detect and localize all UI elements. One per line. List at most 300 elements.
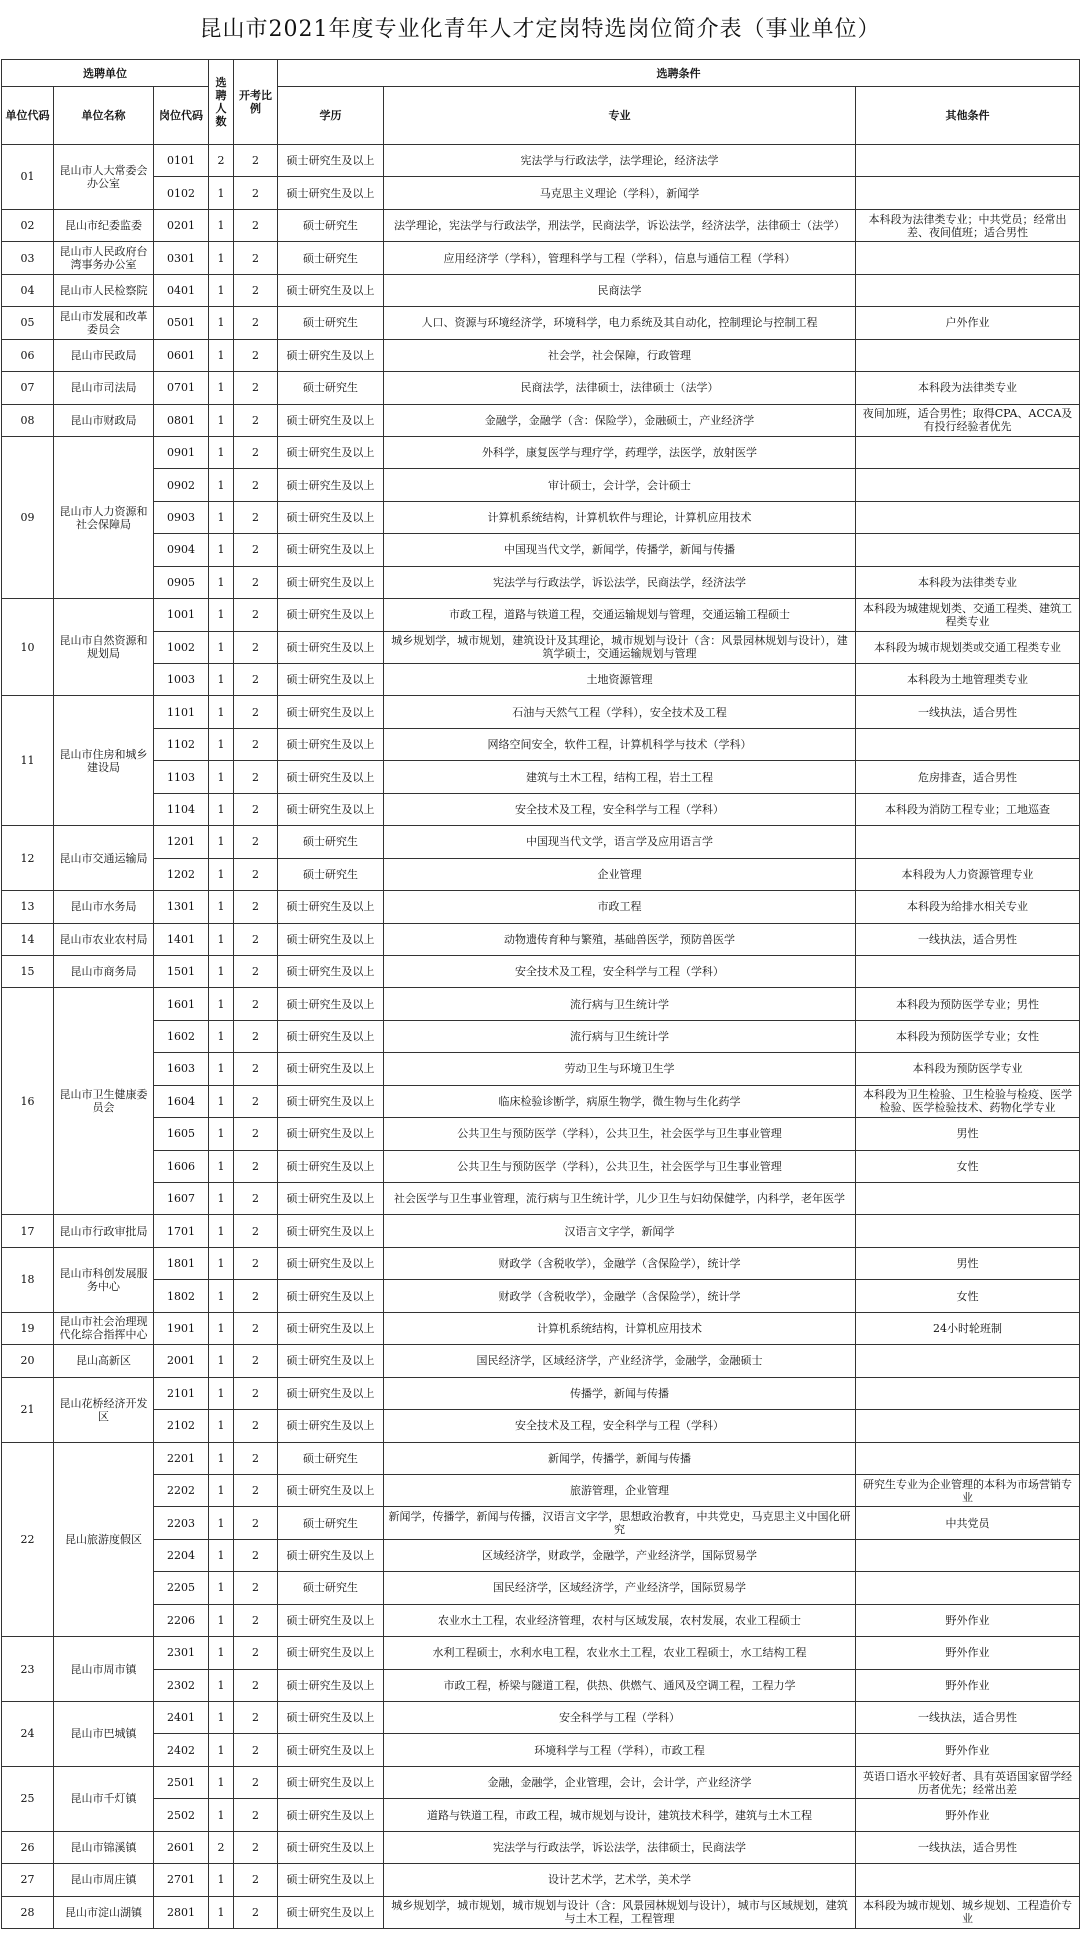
- other-conditions-cell: 一线执法，适合男性: [856, 696, 1080, 728]
- table-row: [2, 372, 1080, 404]
- unit-name-cell: 昆山市千灯镇: [54, 1766, 154, 1831]
- count-cell: 1: [209, 1280, 234, 1312]
- other-conditions-cell: 研究生专业为企业管理的本科为市场营销专业: [856, 1474, 1080, 1506]
- count-cell: 1: [209, 1896, 234, 1928]
- post-code-cell: 1102: [154, 728, 209, 760]
- major-cell: 环境科学与工程（学科），市政工程: [384, 1734, 856, 1766]
- ratio-cell: 2: [234, 1247, 278, 1279]
- education-cell: 硕士研究生及以上: [278, 404, 384, 436]
- major-cell: 农业水土工程，农业经济管理，农村与区域发展，农村发展，农业工程硕士: [384, 1604, 856, 1636]
- table-row: [2, 1150, 1080, 1182]
- major-cell: 中国现当代文学，新闻学，传播学，新闻与传播: [384, 534, 856, 566]
- unit-name-cell: 昆山市自然资源和规划局: [54, 599, 154, 696]
- ratio-cell: 2: [234, 1118, 278, 1150]
- count-cell: 1: [209, 436, 234, 468]
- ratio-cell: 2: [234, 826, 278, 858]
- count-cell: 1: [209, 1377, 234, 1409]
- major-cell: 动物遗传育种与繁殖，基础兽医学，预防兽医学: [384, 923, 856, 955]
- ratio-cell: 2: [234, 955, 278, 987]
- table-row: [2, 1442, 1080, 1474]
- count-cell: 1: [209, 728, 234, 760]
- count-cell: 2: [209, 145, 234, 177]
- header-row-group: [2, 60, 1080, 87]
- unit-name-cell: 昆山市周市镇: [54, 1637, 154, 1702]
- ratio-cell: 2: [234, 1604, 278, 1636]
- page-title: 昆山市2021年度专业化青年人才定岗特选岗位简介表（事业单位）: [199, 17, 881, 42]
- other-conditions-cell: 英语口语水平较好者、具有英语国家留学经历者优先；经常出差: [856, 1766, 1080, 1798]
- other-conditions-cell: 24小时轮班制: [856, 1312, 1080, 1344]
- unit-code-cell: 22: [2, 1442, 54, 1637]
- education-cell: 硕士研究生及以上: [278, 631, 384, 663]
- other-conditions-cell: 危房排查，适合男性: [856, 761, 1080, 793]
- ratio-cell: 2: [234, 988, 278, 1020]
- major-cell: 国民经济学，区域经济学，产业经济学，国际贸易学: [384, 1572, 856, 1604]
- unit-code-cell: 13: [2, 891, 54, 923]
- table-row: [2, 566, 1080, 598]
- table-row: [2, 145, 1080, 177]
- education-cell: 硕士研究生: [278, 209, 384, 241]
- post-code-cell: 2101: [154, 1377, 209, 1409]
- header-other: 其他条件: [856, 87, 1080, 145]
- ratio-cell: 2: [234, 1702, 278, 1734]
- table-row: [2, 728, 1080, 760]
- education-cell: 硕士研究生及以上: [278, 1637, 384, 1669]
- other-conditions-cell: [856, 501, 1080, 533]
- other-conditions-cell: [856, 242, 1080, 274]
- ratio-cell: 2: [234, 1345, 278, 1377]
- table-row: [2, 891, 1080, 923]
- major-cell: 宪法学与行政法学，法学理论，经济法学: [384, 145, 856, 177]
- major-cell: 石油与天然气工程（学科），安全技术及工程: [384, 696, 856, 728]
- major-cell: 宪法学与行政法学，诉讼法学，法律硕士，民商法学: [384, 1831, 856, 1863]
- unit-code-cell: 04: [2, 274, 54, 306]
- education-cell: 硕士研究生及以上: [278, 696, 384, 728]
- education-cell: 硕士研究生及以上: [278, 1702, 384, 1734]
- other-conditions-cell: [856, 1442, 1080, 1474]
- count-cell: 1: [209, 372, 234, 404]
- ratio-cell: 2: [234, 1280, 278, 1312]
- ratio-cell: 2: [234, 599, 278, 631]
- count-cell: 1: [209, 209, 234, 241]
- header-ratio: 开考比例: [234, 60, 278, 145]
- education-cell: 硕士研究生及以上: [278, 1539, 384, 1571]
- post-code-cell: 0701: [154, 372, 209, 404]
- unit-name-cell: 昆山市人大常委会办公室: [54, 145, 154, 210]
- education-cell: 硕士研究生及以上: [278, 1053, 384, 1085]
- table-row: [2, 1702, 1080, 1734]
- major-cell: 民商法学: [384, 274, 856, 306]
- major-cell: 市政工程，桥梁与隧道工程，供热、供燃气、通风及空调工程，工程力学: [384, 1669, 856, 1701]
- count-cell: 1: [209, 858, 234, 890]
- other-conditions-cell: [856, 177, 1080, 209]
- other-conditions-cell: 本科段为预防医学专业: [856, 1053, 1080, 1085]
- unit-code-cell: 25: [2, 1766, 54, 1831]
- table-row: [2, 1183, 1080, 1215]
- unit-name-cell: 昆山市发展和改革委员会: [54, 307, 154, 339]
- other-conditions-cell: [856, 728, 1080, 760]
- header-conditions: 选聘条件: [278, 60, 1080, 87]
- post-code-cell: 2203: [154, 1507, 209, 1539]
- post-code-cell: 1604: [154, 1085, 209, 1117]
- count-cell: 1: [209, 1118, 234, 1150]
- unit-name-cell: 昆山花桥经济开发区: [54, 1377, 154, 1442]
- major-cell: 安全技术及工程，安全科学与工程（学科）: [384, 793, 856, 825]
- other-conditions-cell: 户外作业: [856, 307, 1080, 339]
- other-conditions-cell: 本科段为土地管理类专业: [856, 664, 1080, 696]
- table-row: [2, 1118, 1080, 1150]
- major-cell: 城乡规划学，城市规划，城市规划与设计（含：风景园林规划与设计），城市与区域规划，建筑与土木工程，工程管理: [384, 1896, 856, 1928]
- ratio-cell: 2: [234, 1312, 278, 1344]
- other-conditions-cell: [856, 1572, 1080, 1604]
- unit-code-cell: 01: [2, 145, 54, 210]
- table-row: [2, 1799, 1080, 1831]
- ratio-cell: 2: [234, 664, 278, 696]
- other-conditions-cell: 野外作业: [856, 1669, 1080, 1701]
- table-row: [2, 1896, 1080, 1928]
- other-conditions-cell: 女性: [856, 1150, 1080, 1182]
- count-cell: 1: [209, 1637, 234, 1669]
- major-cell: 财政学（含税收学），金融学（含保险学），统计学: [384, 1280, 856, 1312]
- major-cell: 人口、资源与环境经济学，环境科学，电力系统及其自动化，控制理论与控制工程: [384, 307, 856, 339]
- education-cell: 硕士研究生及以上: [278, 1864, 384, 1896]
- unit-name-cell: 昆山市民政局: [54, 339, 154, 371]
- other-conditions-cell: 野外作业: [856, 1799, 1080, 1831]
- unit-code-cell: 08: [2, 404, 54, 436]
- major-cell: 网络空间安全，软件工程，计算机科学与技术（学科）: [384, 728, 856, 760]
- other-conditions-cell: 本科段为预防医学专业；男性: [856, 988, 1080, 1020]
- post-code-cell: 2301: [154, 1637, 209, 1669]
- header-recruiting-unit: 选聘单位: [2, 60, 209, 87]
- major-cell: 旅游管理，企业管理: [384, 1474, 856, 1506]
- other-conditions-cell: 夜间加班，适合男性；取得CPA、ACCA及有投行经验者优先: [856, 404, 1080, 436]
- post-code-cell: 1301: [154, 891, 209, 923]
- unit-code-cell: 17: [2, 1215, 54, 1247]
- table-row: [2, 1604, 1080, 1636]
- education-cell: 硕士研究生及以上: [278, 1150, 384, 1182]
- ratio-cell: 2: [234, 1669, 278, 1701]
- header-major: 专业: [384, 87, 856, 145]
- count-cell: 1: [209, 664, 234, 696]
- other-conditions-cell: 男性: [856, 1118, 1080, 1150]
- unit-code-cell: 10: [2, 599, 54, 696]
- major-cell: 应用经济学（学科），管理科学与工程（学科），信息与通信工程（学科）: [384, 242, 856, 274]
- table-row: [2, 534, 1080, 566]
- other-conditions-cell: [856, 339, 1080, 371]
- count-cell: 1: [209, 826, 234, 858]
- unit-name-cell: 昆山市人力资源和社会保障局: [54, 436, 154, 598]
- header-education: 学历: [278, 87, 384, 145]
- table-row: [2, 761, 1080, 793]
- count-cell: 1: [209, 1669, 234, 1701]
- education-cell: 硕士研究生及以上: [278, 1604, 384, 1636]
- other-conditions-cell: 本科段为城建规划类、交通工程类、建筑工程类专业: [856, 599, 1080, 631]
- major-cell: 审计硕士，会计学，会计硕士: [384, 469, 856, 501]
- post-code-cell: 2202: [154, 1474, 209, 1506]
- unit-name-cell: 昆山市人民检察院: [54, 274, 154, 306]
- post-code-cell: 1606: [154, 1150, 209, 1182]
- unit-code-cell: 09: [2, 436, 54, 598]
- education-cell: 硕士研究生及以上: [278, 793, 384, 825]
- post-code-cell: 0903: [154, 501, 209, 533]
- major-cell: 传播学，新闻与传播: [384, 1377, 856, 1409]
- count-cell: 1: [209, 534, 234, 566]
- unit-name-cell: 昆山市水务局: [54, 891, 154, 923]
- post-code-cell: 0102: [154, 177, 209, 209]
- post-code-cell: 2206: [154, 1604, 209, 1636]
- education-cell: 硕士研究生及以上: [278, 501, 384, 533]
- post-code-cell: 0801: [154, 404, 209, 436]
- other-conditions-cell: 野外作业: [856, 1637, 1080, 1669]
- post-code-cell: 1802: [154, 1280, 209, 1312]
- other-conditions-cell: [856, 469, 1080, 501]
- other-conditions-cell: [856, 1539, 1080, 1571]
- post-code-cell: 1801: [154, 1247, 209, 1279]
- education-cell: 硕士研究生及以上: [278, 534, 384, 566]
- education-cell: 硕士研究生: [278, 1572, 384, 1604]
- education-cell: 硕士研究生及以上: [278, 599, 384, 631]
- ratio-cell: 2: [234, 436, 278, 468]
- table-row: [2, 955, 1080, 987]
- unit-code-cell: 03: [2, 242, 54, 274]
- post-code-cell: 1001: [154, 599, 209, 631]
- count-cell: 1: [209, 177, 234, 209]
- ratio-cell: 2: [234, 1020, 278, 1052]
- education-cell: 硕士研究生: [278, 372, 384, 404]
- table-row: [2, 1539, 1080, 1571]
- other-conditions-cell: [856, 1215, 1080, 1247]
- count-cell: 1: [209, 891, 234, 923]
- unit-name-cell: 昆山市司法局: [54, 372, 154, 404]
- unit-code-cell: 05: [2, 307, 54, 339]
- count-cell: 1: [209, 1572, 234, 1604]
- education-cell: 硕士研究生及以上: [278, 436, 384, 468]
- education-cell: 硕士研究生: [278, 826, 384, 858]
- other-conditions-cell: 一线执法，适合男性: [856, 923, 1080, 955]
- education-cell: 硕士研究生及以上: [278, 1831, 384, 1863]
- post-code-cell: 1201: [154, 826, 209, 858]
- ratio-cell: 2: [234, 858, 278, 890]
- post-code-cell: 1103: [154, 761, 209, 793]
- post-code-cell: 2502: [154, 1799, 209, 1831]
- unit-code-cell: 24: [2, 1702, 54, 1767]
- unit-name-cell: 昆山市人民政府台湾事务办公室: [54, 242, 154, 274]
- header-unit-name: 单位名称: [54, 87, 154, 145]
- ratio-cell: 2: [234, 631, 278, 663]
- table-row: [2, 1377, 1080, 1409]
- other-conditions-cell: 本科段为给排水相关专业: [856, 891, 1080, 923]
- major-cell: 道路与铁道工程，市政工程，城市规划与设计，建筑技术科学，建筑与土木工程: [384, 1799, 856, 1831]
- major-cell: 区域经济学，财政学，金融学，产业经济学，国际贸易学: [384, 1539, 856, 1571]
- education-cell: 硕士研究生及以上: [278, 728, 384, 760]
- unit-code-cell: 23: [2, 1637, 54, 1702]
- count-cell: 1: [209, 566, 234, 598]
- table-row: [2, 988, 1080, 1020]
- major-cell: 新闻学，传播学，新闻与传播: [384, 1442, 856, 1474]
- education-cell: 硕士研究生及以上: [278, 1118, 384, 1150]
- unit-code-cell: 20: [2, 1345, 54, 1377]
- major-cell: 财政学（含税收学），金融学（含保险学），统计学: [384, 1247, 856, 1279]
- header-row-columns: [2, 87, 1080, 145]
- ratio-cell: 2: [234, 1183, 278, 1215]
- count-cell: 1: [209, 1410, 234, 1442]
- count-cell: 1: [209, 599, 234, 631]
- education-cell: 硕士研究生及以上: [278, 1247, 384, 1279]
- unit-name-cell: 昆山市淀山湖镇: [54, 1896, 154, 1928]
- table-row: [2, 177, 1080, 209]
- count-cell: 1: [209, 469, 234, 501]
- major-cell: 劳动卫生与环境卫生学: [384, 1053, 856, 1085]
- unit-name-cell: 昆山市锦溪镇: [54, 1831, 154, 1863]
- count-cell: 1: [209, 1734, 234, 1766]
- ratio-cell: 2: [234, 1053, 278, 1085]
- post-code-cell: 1202: [154, 858, 209, 890]
- education-cell: 硕士研究生: [278, 1442, 384, 1474]
- unit-code-cell: 27: [2, 1864, 54, 1896]
- post-code-cell: 1605: [154, 1118, 209, 1150]
- other-conditions-cell: [856, 436, 1080, 468]
- ratio-cell: 2: [234, 404, 278, 436]
- table-row: [2, 274, 1080, 306]
- ratio-cell: 2: [234, 501, 278, 533]
- table-row: [2, 793, 1080, 825]
- major-cell: 企业管理: [384, 858, 856, 890]
- count-cell: 1: [209, 923, 234, 955]
- education-cell: 硕士研究生及以上: [278, 177, 384, 209]
- ratio-cell: 2: [234, 1085, 278, 1117]
- post-code-cell: 2302: [154, 1669, 209, 1701]
- education-cell: 硕士研究生及以上: [278, 1215, 384, 1247]
- ratio-cell: 2: [234, 1215, 278, 1247]
- education-cell: 硕士研究生及以上: [278, 1020, 384, 1052]
- post-code-cell: 1701: [154, 1215, 209, 1247]
- ratio-cell: 2: [234, 1766, 278, 1798]
- post-code-cell: 2205: [154, 1572, 209, 1604]
- other-conditions-cell: 本科段为法律类专业；中共党员；经常出差、夜间值班；适合男性: [856, 209, 1080, 241]
- post-code-cell: 2401: [154, 1702, 209, 1734]
- table-row: [2, 1085, 1080, 1117]
- count-cell: 1: [209, 1215, 234, 1247]
- post-code-cell: 2102: [154, 1410, 209, 1442]
- major-cell: 安全技术及工程，安全科学与工程（学科）: [384, 1410, 856, 1442]
- education-cell: 硕士研究生及以上: [278, 988, 384, 1020]
- table-row: [2, 501, 1080, 533]
- education-cell: 硕士研究生及以上: [278, 923, 384, 955]
- other-conditions-cell: [856, 1345, 1080, 1377]
- ratio-cell: 2: [234, 242, 278, 274]
- ratio-cell: 2: [234, 274, 278, 306]
- count-cell: 1: [209, 1150, 234, 1182]
- other-conditions-cell: [856, 274, 1080, 306]
- other-conditions-cell: 中共党员: [856, 1507, 1080, 1539]
- unit-code-cell: 15: [2, 955, 54, 987]
- table-row: [2, 599, 1080, 631]
- count-cell: 1: [209, 242, 234, 274]
- education-cell: 硕士研究生及以上: [278, 469, 384, 501]
- unit-code-cell: 14: [2, 923, 54, 955]
- post-code-cell: 1501: [154, 955, 209, 987]
- education-cell: 硕士研究生及以上: [278, 566, 384, 598]
- ratio-cell: 2: [234, 177, 278, 209]
- ratio-cell: 2: [234, 1799, 278, 1831]
- major-cell: 马克思主义理论（学科），新闻学: [384, 177, 856, 209]
- major-cell: 民商法学，法律硕士，法律硕士（法学）: [384, 372, 856, 404]
- major-cell: 安全科学与工程（学科）: [384, 1702, 856, 1734]
- major-cell: 流行病与卫生统计学: [384, 988, 856, 1020]
- table-row: [2, 242, 1080, 274]
- unit-code-cell: 21: [2, 1377, 54, 1442]
- unit-code-cell: 07: [2, 372, 54, 404]
- education-cell: 硕士研究生: [278, 307, 384, 339]
- ratio-cell: 2: [234, 1410, 278, 1442]
- count-cell: 1: [209, 1864, 234, 1896]
- count-cell: 1: [209, 631, 234, 663]
- other-conditions-cell: [856, 1377, 1080, 1409]
- post-code-cell: 0904: [154, 534, 209, 566]
- ratio-cell: 2: [234, 307, 278, 339]
- post-code-cell: 0901: [154, 436, 209, 468]
- unit-code-cell: 18: [2, 1247, 54, 1312]
- unit-name-cell: 昆山市科创发展服务中心: [54, 1247, 154, 1312]
- post-code-cell: 1603: [154, 1053, 209, 1085]
- count-cell: 1: [209, 1702, 234, 1734]
- table-row: [2, 1734, 1080, 1766]
- major-cell: 设计艺术学，艺术学，美术学: [384, 1864, 856, 1896]
- table-row: [2, 469, 1080, 501]
- education-cell: 硕士研究生及以上: [278, 1669, 384, 1701]
- education-cell: 硕士研究生及以上: [278, 1734, 384, 1766]
- major-cell: 市政工程，道路与铁道工程，交通运输规划与管理，交通运输工程硕士: [384, 599, 856, 631]
- ratio-cell: 2: [234, 1831, 278, 1863]
- major-cell: 水利工程硕士，水利水电工程，农业水土工程，农业工程硕士，水工结构工程: [384, 1637, 856, 1669]
- count-cell: 1: [209, 696, 234, 728]
- table-row: [2, 1669, 1080, 1701]
- count-cell: 1: [209, 955, 234, 987]
- major-cell: 外科学，康复医学与理疗学，药理学，法医学，放射医学: [384, 436, 856, 468]
- other-conditions-cell: [856, 826, 1080, 858]
- other-conditions-cell: 本科段为人力资源管理专业: [856, 858, 1080, 890]
- education-cell: 硕士研究生及以上: [278, 1766, 384, 1798]
- unit-code-cell: 06: [2, 339, 54, 371]
- education-cell: 硕士研究生及以上: [278, 1312, 384, 1344]
- count-cell: 1: [209, 339, 234, 371]
- major-cell: 流行病与卫生统计学: [384, 1020, 856, 1052]
- ratio-cell: 2: [234, 339, 278, 371]
- post-code-cell: 0902: [154, 469, 209, 501]
- other-conditions-cell: 本科段为预防医学专业；女性: [856, 1020, 1080, 1052]
- table-row: [2, 436, 1080, 468]
- education-cell: 硕士研究生及以上: [278, 664, 384, 696]
- count-cell: 1: [209, 1766, 234, 1798]
- major-cell: 国民经济学，区域经济学，产业经济学，金融学，金融硕士: [384, 1345, 856, 1377]
- education-cell: 硕士研究生及以上: [278, 1280, 384, 1312]
- post-code-cell: 1104: [154, 793, 209, 825]
- table-row: [2, 1410, 1080, 1442]
- unit-name-cell: 昆山旅游度假区: [54, 1442, 154, 1637]
- other-conditions-cell: [856, 1183, 1080, 1215]
- unit-code-cell: 16: [2, 988, 54, 1215]
- major-cell: 新闻学，传播学，新闻与传播，汉语言文字学，思想政治教育，中共党史，马克思主义中国化研究: [384, 1507, 856, 1539]
- ratio-cell: 2: [234, 1864, 278, 1896]
- unit-name-cell: 昆山市周庄镇: [54, 1864, 154, 1896]
- post-code-cell: 1002: [154, 631, 209, 663]
- count-cell: 1: [209, 1085, 234, 1117]
- table-row: [2, 339, 1080, 371]
- post-code-cell: 2402: [154, 1734, 209, 1766]
- count-cell: 1: [209, 1474, 234, 1506]
- ratio-cell: 2: [234, 145, 278, 177]
- table-row: [2, 209, 1080, 241]
- unit-code-cell: 19: [2, 1312, 54, 1344]
